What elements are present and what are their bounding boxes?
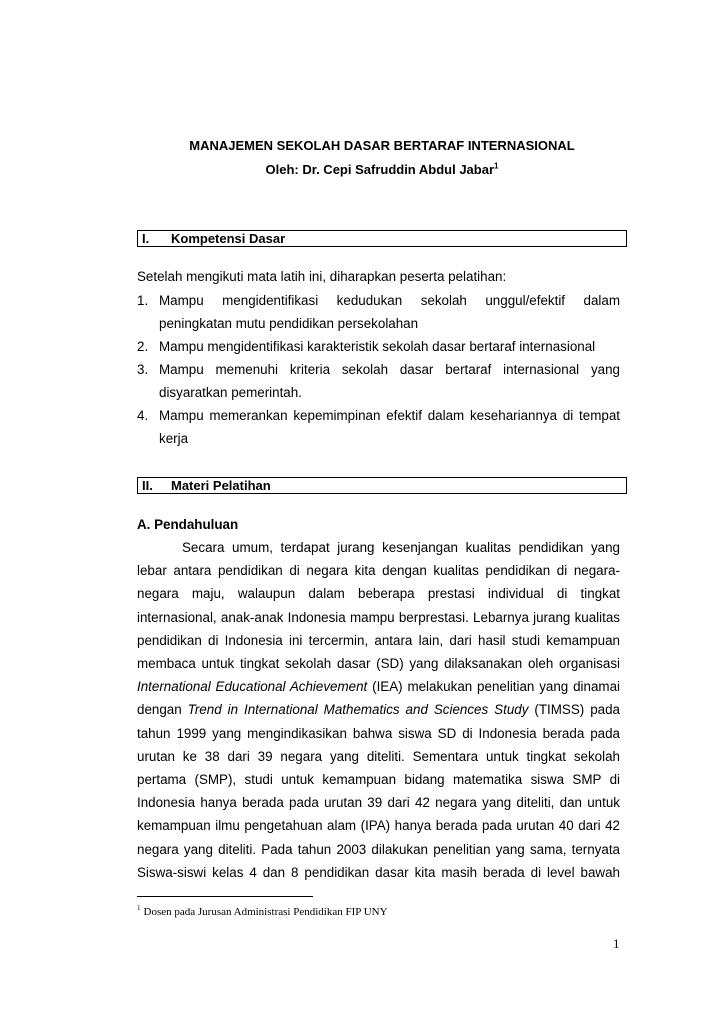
list-text-line: Mampu memerankan kepemimpinan efektif dalam kesehariannya di tempat xyxy=(159,408,620,423)
list-number: 2. xyxy=(137,339,149,354)
italic-term: International Educational Achievement xyxy=(137,679,368,695)
paragraph-line: pendidikan di Indonesia ini tercermin, antara lain, dari hasil studi kemampuan xyxy=(137,632,620,648)
section-heading-materi xyxy=(137,477,627,494)
paragraph-line: negara maju, walaupun dalam beberapa prestasi individual di tingkat xyxy=(137,586,620,602)
paragraph-line: dengan Trend in International Mathematics and Sciences Study (TIMSS) pada xyxy=(137,702,620,718)
paragraph-line: pertama (SMP), studi untuk kemampuan bidang matematika siswa SMP di xyxy=(137,772,620,788)
document-author xyxy=(137,162,627,178)
footnote-separator xyxy=(137,896,313,897)
paragraph-line: tahun 1999 yang mengindikasikan bahwa siswa SD di Indonesia berada pada xyxy=(137,725,620,741)
list-text-line: Mampu memenuhi kriteria sekolah dasar bertaraf internasional yang xyxy=(159,362,620,377)
section-number: II. xyxy=(142,478,153,493)
body-paragraph xyxy=(137,536,620,884)
paragraph-line: internasional, anak-anak Indonesia mampu berprestasi. Lebarnya jurang kualitas xyxy=(137,609,620,625)
paragraph-line: Secara umum, terdapat jurang kesenjangan kualitas pendidikan yang xyxy=(182,540,620,555)
list-text-line: peningkatan mutu pendidikan persekolahan xyxy=(159,316,419,331)
footnote-text: Dosen pada Jurusan Administrasi Pendidikan FIP UNY xyxy=(143,906,388,918)
footnote-mark: 1 xyxy=(494,161,499,171)
footnote xyxy=(137,905,388,919)
section-intro: Setelah mengikuti mata latih ini, diharapkan peserta pelatihan: xyxy=(137,269,507,284)
page-number: 1 xyxy=(613,936,620,951)
list-text-line: kerja xyxy=(159,431,189,446)
section-number: I. xyxy=(142,231,150,246)
list-text-line: Mampu mengidentifikasi kedudukan sekolah unggul/efektif dalam xyxy=(159,293,620,308)
list-number: 4. xyxy=(137,408,149,423)
list-number: 1. xyxy=(137,293,149,308)
list-text-line: Mampu mengidentifikasi karakteristik sekolah dasar bertaraf internasional xyxy=(159,339,596,354)
paragraph-line: International Educational Achievement (IEA) melakukan penelitian yang dinamai xyxy=(137,679,620,695)
paragraph-line: lebar antara pendidikan di negara kita dengan kualitas pendidikan di negara- xyxy=(137,563,620,579)
author-name: Oleh: Dr. Cepi Safruddin Abdul Jabar xyxy=(265,162,495,177)
list-text-line: disyaratkan pemerintah. xyxy=(159,385,302,400)
paragraph-line: Siswa-siswi kelas 4 dan 8 pendidikan dasar kita masih berada di level bawah xyxy=(137,864,620,880)
section-label: Kompetensi Dasar xyxy=(171,231,286,246)
footnote-mark: 1 xyxy=(137,904,141,913)
paragraph-line: negara yang diteliti. Pada tahun 2003 dilakukan penelitian yang sama, ternyata xyxy=(137,841,620,857)
paragraph-line: urutan ke 38 dari 39 negara yang diteliti. Sementara untuk tingkat sekolah xyxy=(137,748,620,764)
paragraph-line: Indonesia hanya berada pada urutan 39 dari 42 negara yang diteliti, dan untuk xyxy=(137,795,620,811)
paragraph-line: kemampuan ilmu pengetahuan alam (IPA) hanya berada pada urutan 40 dari 42 xyxy=(137,818,620,834)
italic-term: Trend in International Mathematics and Sciences Study xyxy=(187,702,529,718)
subsection-heading: A. Pendahuluan xyxy=(137,517,239,532)
section-heading-kompetensi xyxy=(137,230,627,247)
document-title: MANAJEMEN SEKOLAH DASAR BERTARAF INTERNASIONAL xyxy=(189,138,575,153)
paragraph-line: membaca untuk tingkat sekolah dasar (SD) yang dilaksanakan oleh organisasi xyxy=(137,656,620,672)
section-label: Materi Pelatihan xyxy=(171,478,271,493)
list-number: 3. xyxy=(137,362,149,377)
